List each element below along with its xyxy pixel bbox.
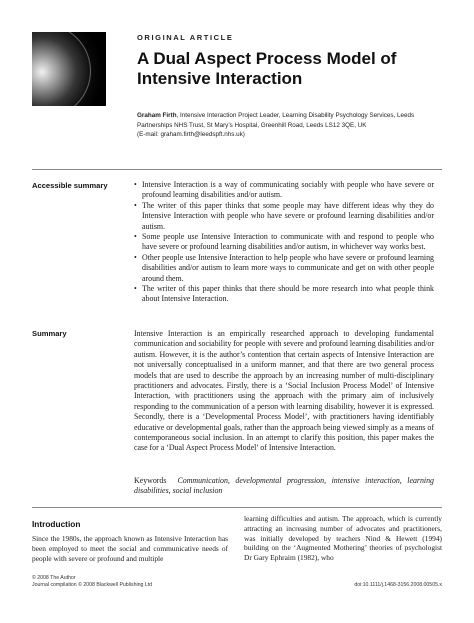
keywords xyxy=(134,476,434,497)
list-item: • The writer of this paper thinks that there should be more research into what people think about Intensive Interaction. xyxy=(134,284,434,305)
list-item: • Some people use Intensive Interaction to communicate with and respond to people who have severe or profound learning disabilities and/or autism, in whichever way works best. xyxy=(134,232,434,253)
summary-heading: Summary xyxy=(32,329,67,338)
accessible-summary-heading: Accessible summary xyxy=(32,181,108,190)
author-email[interactable]: (E-mail: graham.firth@leedspft.nhs.uk) xyxy=(137,131,245,139)
keywords-list: Communication, developmental progression, intensive interaction, learning disabilities, social inclusion xyxy=(134,476,434,496)
author-line-1 xyxy=(137,111,457,121)
keywords-label: Keywords xyxy=(134,476,167,485)
top-divider xyxy=(32,169,442,170)
affiliation-line-2: Partnerships NHS Trust, St Mary’s Hospital, Greenhill Road, Leeds LS12 3QE, UK xyxy=(137,121,367,129)
accessible-summary-list xyxy=(134,180,434,305)
section-divider xyxy=(32,507,442,508)
light-ring xyxy=(32,32,91,106)
list-item: • Other people use Intensive Interaction to help people who have severe or profound learning disabilities and/or autism to learn more ways to communicate and get on with other people around them. xyxy=(134,253,434,284)
list-item: • The writer of this paper thinks that some people may have different ideas why they do Intensive Interaction with people who have severe or profound learning disabilities and/or autism. xyxy=(134,201,434,232)
affiliation-line-1: , Intensive Interaction Project Leader, Learning Disability Psychology Services, Leeds xyxy=(176,112,415,119)
introduction-right-column: learning difficulties and autism. The approach, which is currently attracting an increasing number of advocates and practitioners, was initially developed by teachers Nind & Hewett (1994) building on the ‘Augmented Mothering’ theories of psychologist Dr Gary Ephraim (1982), who xyxy=(244,514,442,563)
footer-copyright xyxy=(32,575,152,589)
summary-paragraph: Intensive Interaction is an empirically researched approach to developing fundamental communication and sociability for people with severe and profound learning disabilities and/or autism. However, it is the author’s contention that certain aspects of Intensive Interaction are not universally conceptualised in a uniform manner, and that there are two general process models that are used to describe the approach by an increasing number of multi-disciplinary practitioners and advocates. Firstly, there is a ‘Social Inclusion Process Model’ of Intensive Interaction, with practitioners using the approach with the primary aim of inclusively responding to the communication of a person with learning disability, however it is expressed. Secondly, there is a ‘Developmental Process Model’, with practitioners having identifiably educative or developmental goals, rather than the approach being viewed simply as a means of contemporaneous social inclusion. In an attempt to clarify this position, this paper makes the case for a ‘Dual Aspect Process Model’ of Intensive Interaction. xyxy=(134,329,434,453)
introduction-heading: Introduction xyxy=(32,519,81,529)
list-item: • Intensive Interaction is a way of communicating sociably with people who have severe or profound learning disabilities and/or autism. xyxy=(134,180,434,201)
article-type-label: ORIGINAL ARTICLE xyxy=(137,33,234,42)
copyright-author: © 2008 The Author xyxy=(32,575,76,581)
footer-doi[interactable]: doi:10.1111/j.1468-3156.2008.00505.x xyxy=(354,582,442,588)
introduction-left-column: Since the 1980s, the approach known as Intensive Interaction has been employed to meet the social and communicative needs of people with severe or profound and multiple xyxy=(32,534,228,563)
author-name: Graham Firth xyxy=(137,112,177,119)
copyright-journal: Journal compilation © 2008 Blackwell Publishing Ltd xyxy=(32,582,153,588)
article-title: A Dual Aspect Process Model of Intensive Interaction xyxy=(137,49,397,88)
decorative-light-logo xyxy=(32,32,106,106)
author-affiliation xyxy=(137,111,457,140)
